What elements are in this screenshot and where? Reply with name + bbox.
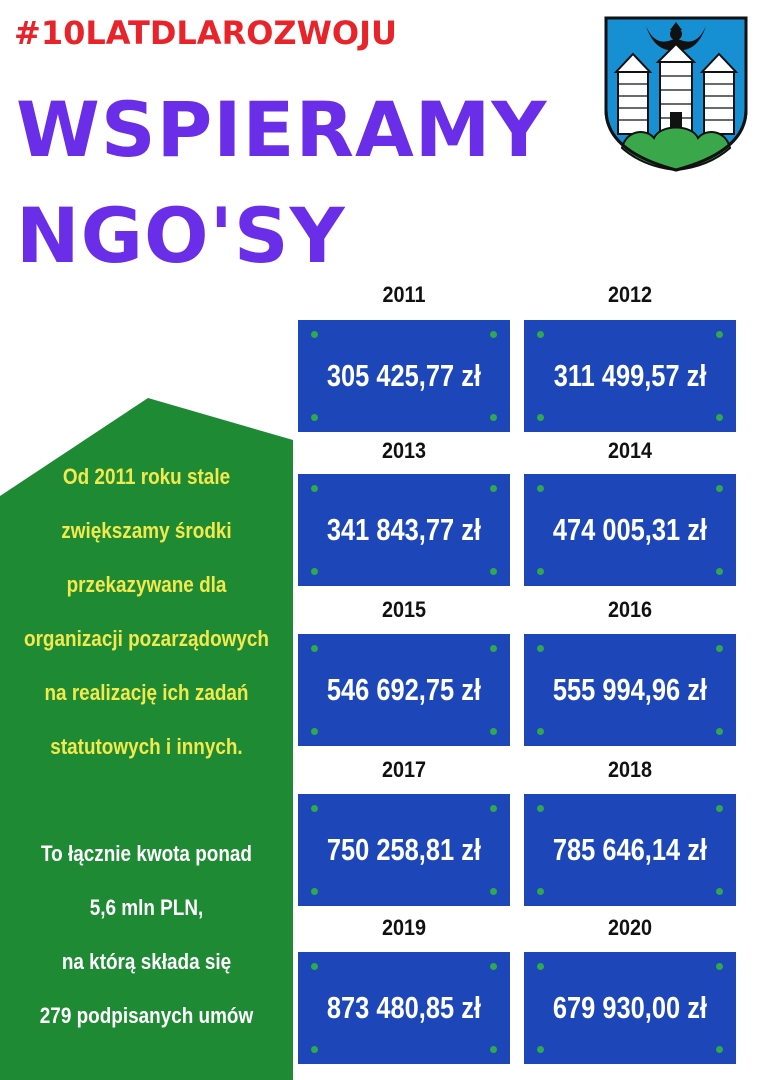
amount-value: 474 005,31 zł — [552, 512, 708, 547]
amount-plate — [298, 952, 510, 1064]
amount-value: 785 646,14 zł — [552, 832, 708, 867]
year-label: 2012 — [607, 282, 653, 307]
amount-plate — [298, 320, 510, 432]
year-label: 2020 — [607, 915, 653, 940]
amount-plate — [524, 320, 736, 432]
amount-value: 341 843,77 zł — [326, 512, 482, 547]
town-crest-three-towers-icon — [602, 14, 750, 172]
panel-paragraph-2: To łącznie kwota ponad 5,6 mln PLN, na którą składa się 279 podpisanych umów — [39, 841, 254, 1028]
hashtag: #10LATDLAROZWOJU — [14, 14, 397, 52]
amount-plate — [524, 952, 736, 1064]
headline-line-2: NGO'SY — [16, 191, 346, 280]
amount-plate — [298, 474, 510, 586]
amount-value: 555 994,96 zł — [552, 672, 708, 707]
amount-value: 679 930,00 zł — [552, 990, 708, 1025]
year-label: 2018 — [607, 757, 653, 782]
amount-plate — [524, 794, 736, 906]
amount-value: 305 425,77 zł — [326, 358, 482, 393]
year-label: 2016 — [607, 597, 653, 622]
panel-paragraph-1: Od 2011 roku stale zwiększamy środki przekazywane dla organizacji pozarządowych na realizację ich zadań statutowych i innych. — [24, 464, 269, 759]
year-label: 2011 — [382, 282, 426, 307]
year-label: 2019 — [381, 915, 427, 940]
amount-value: 750 258,81 zł — [326, 832, 482, 867]
year-label: 2014 — [607, 438, 653, 463]
amount-value: 873 480,85 zł — [326, 990, 482, 1025]
year-label: 2017 — [381, 757, 427, 782]
amount-plate — [524, 634, 736, 746]
headline-line-1: WSPIERAMY — [16, 85, 548, 174]
year-label: 2013 — [381, 438, 427, 463]
amount-plate — [524, 474, 736, 586]
amount-value: 546 692,75 zł — [326, 672, 482, 707]
amount-value: 311 499,57 zł — [553, 358, 707, 393]
year-label: 2015 — [381, 597, 427, 622]
amount-plate — [298, 634, 510, 746]
amount-plate — [298, 794, 510, 906]
